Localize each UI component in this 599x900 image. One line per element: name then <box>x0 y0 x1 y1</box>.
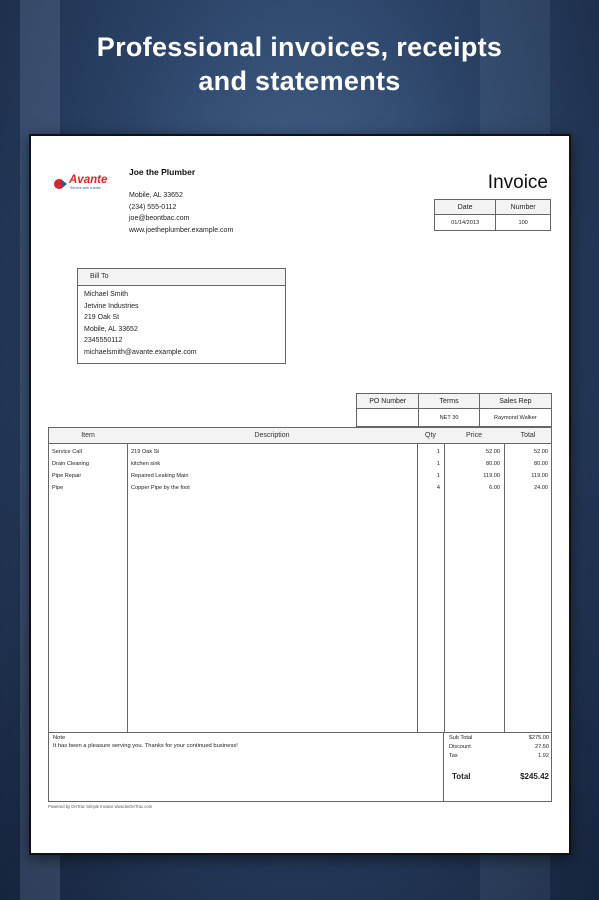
item-price: 52.00 <box>486 449 500 455</box>
logo-name: Avante <box>69 174 108 186</box>
line-items-table <box>48 427 552 733</box>
summary-section <box>48 732 552 802</box>
item-price: 80.00 <box>486 461 500 467</box>
total-label: Total <box>452 772 471 781</box>
item-description: Copper Pipe by the foot <box>131 485 190 491</box>
tax-label: Tax <box>449 753 458 759</box>
table-row <box>49 458 551 470</box>
tax-value: 1.92 <box>538 753 549 759</box>
item-price: 6.00 <box>489 485 500 491</box>
total-column-header: Total <box>520 432 536 439</box>
item-description: kitchen sink <box>131 461 161 467</box>
item-total: 119.00 <box>531 473 548 479</box>
bill-to-box <box>77 268 286 364</box>
terms-header: Terms <box>419 394 479 409</box>
total-value: $245.42 <box>520 772 549 781</box>
date-header: Date <box>435 200 496 215</box>
company-phone: (234) 555-0112 <box>129 203 177 211</box>
company-website: www.joetheplumber.example.com <box>129 226 234 234</box>
subtotal-value: $275.00 <box>528 735 549 741</box>
note-text: It has been a pleasure serving you. Thanks for your continued business! <box>53 743 238 749</box>
table-row <box>49 446 551 458</box>
headline-line: and statements <box>198 66 401 96</box>
subtotal-row <box>449 735 549 744</box>
company-address <box>129 190 233 236</box>
table-row <box>49 470 551 482</box>
item-name: Service Call <box>52 449 82 455</box>
table-row <box>49 482 551 494</box>
qty-column-header: Qty <box>425 432 436 439</box>
discount-label: Discount <box>449 744 471 750</box>
item-qty: 1 <box>436 473 440 479</box>
company-logo <box>53 174 125 194</box>
item-column-header: Item <box>81 432 95 439</box>
item-name: Drain Cleaning <box>52 461 90 467</box>
footer-credit: Powered by OnTrac Simple Invoice www.beOnTrac.com <box>48 804 153 809</box>
customer-company: Jetvine Industries <box>84 302 139 310</box>
invoice-title: Invoice <box>487 172 548 193</box>
company-name: Joe the Plumber <box>129 167 196 177</box>
item-qty: 1 <box>436 461 440 467</box>
invoice-date: 01/14/2013 <box>435 215 496 231</box>
sales-rep-header: Sales Rep <box>479 394 551 409</box>
order-info-table <box>356 393 552 427</box>
customer-phone: 2345550112 <box>84 337 123 344</box>
company-address-line: Mobile, AL 33652 <box>129 192 183 199</box>
item-description: 219 Oak St <box>131 449 159 455</box>
item-qty: 4 <box>436 485 440 491</box>
sales-rep-value: Raymond Walker <box>479 409 551 427</box>
company-email: joe@beontbac.com <box>129 215 190 222</box>
po-number-header: PO Number <box>357 394 419 409</box>
subtotal-label: Sub Total <box>449 735 473 741</box>
item-name: Pipe <box>52 485 64 491</box>
customer-email: michaelsmith@avante.example.com <box>84 348 197 356</box>
logo-tagline: Service with a smile <box>70 186 101 190</box>
total-row <box>449 772 549 784</box>
customer-city: Mobile, AL 33652 <box>84 325 138 333</box>
description-column-header: Description <box>254 432 290 439</box>
price-column-header: Price <box>466 432 482 439</box>
bill-to-details <box>78 286 285 358</box>
customer-name: Michael Smith <box>84 291 128 298</box>
bill-to-label: Bill To <box>78 269 285 286</box>
item-total: 24.00 <box>534 485 548 491</box>
invoice-sheet <box>29 134 571 855</box>
invoice-meta-table <box>434 199 551 231</box>
item-description: Repaired Leaking Main <box>131 473 189 479</box>
line-items-header <box>49 428 551 444</box>
invoice-number: 100 <box>496 215 551 231</box>
headline <box>0 30 599 98</box>
customer-street: 219 Oak St <box>84 314 120 321</box>
note-box <box>49 732 444 802</box>
item-total: 80.00 <box>534 461 548 467</box>
item-qty: 1 <box>436 449 440 455</box>
discount-row <box>449 744 549 753</box>
po-number <box>357 409 419 427</box>
note-label: Note <box>53 735 66 741</box>
tax-row <box>449 753 549 762</box>
discount-value: 27.50 <box>535 744 549 750</box>
item-price: 119.00 <box>483 473 500 479</box>
number-header: Number <box>496 200 551 215</box>
logo-icon <box>53 175 69 193</box>
headline-line: Professional invoices, receipts <box>96 32 503 62</box>
terms-value: NET 30 <box>419 409 479 427</box>
item-name: Pipe Repair <box>52 473 82 479</box>
item-total: 52.00 <box>534 449 548 455</box>
